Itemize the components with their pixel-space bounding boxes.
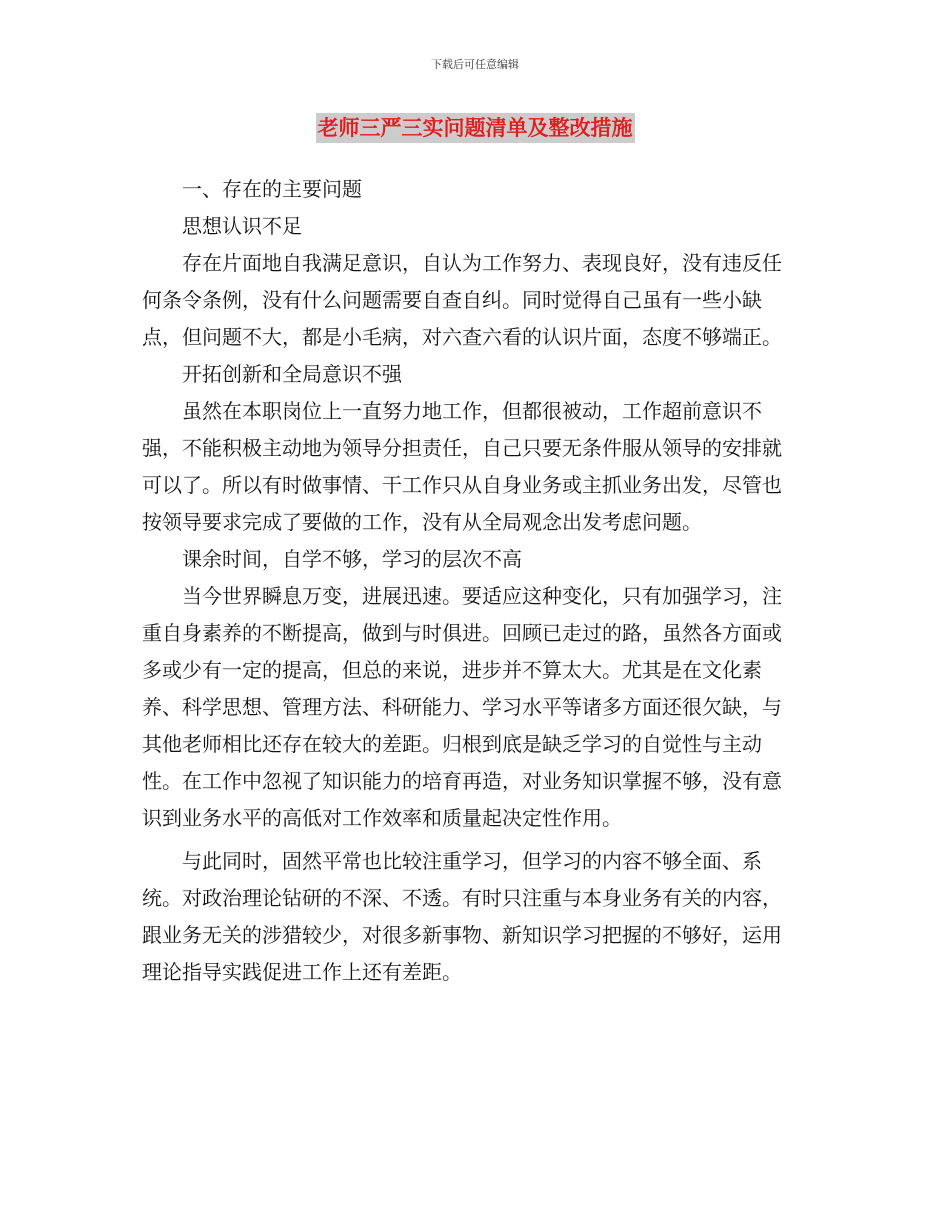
page-header: 下载后可任意编辑: [431, 58, 519, 71]
paragraph: 存在片面地自我满足意识，自认为工作努力、表现良好，没有违反任何条令条例，没有什么问题需要自查自纠。同时觉得自己虽有一些小缺点，但问题不大，都是小毛病，对六查六看的认识片面，态度不够端正。: [142, 251, 782, 349]
paragraph: 虽然在本职岗位上一直努力地工作，但都很被动，工作超前意识不强，不能积极主动地为领导分担责任，自己只要无条件服从领导的安排就可以了。所以有时做事情、干工作只从自身业务或主抓业务出发，尽管也按领导要求完成了要做的工作，没有从全局观念出发考虑问题。: [142, 399, 782, 534]
paragraph: 当今世界瞬息万变，进展迅速。要适应这种变化，只有加强学习，注重自身素养的不断提高，做到与时俱进。回顾已走过的路，虽然各方面或多或少有一定的提高，但总的来说，进步并不算太大。尤其是在文化素养、科学思想、管理方法、科研能力、学习水平等诸多方面还很欠缺，与其他老师相比还存在较大的差距。归根到底是缺乏学习的自觉性与主动性。在工作中忽视了知识能力的培育再造，对业务知识掌握不够，没有意识到业务水平的高低对工作效率和质量起决定性作用。: [142, 584, 782, 830]
title-container: [0, 113, 950, 143]
section-heading: 一、存在的主要问题: [182, 177, 362, 201]
document-title: 老师三严三实问题清单及整改措施: [316, 113, 635, 143]
paragraph: 与此同时，固然平常也比较注重学习，但学习的内容不够全面、系统。对政治理论钻研的不深、不透。有时只注重与本身业务有关的内容，跟业务无关的涉猎较少，对很多新事物、新知识学习把握的不够好，运用理论指导实践促进工作上还有差距。: [142, 849, 782, 984]
subheading: 开拓创新和全局意识不强: [182, 362, 402, 386]
subheading: 思想认识不足: [182, 214, 302, 238]
subheading: 课余时间，自学不够，学习的层次不高: [182, 547, 522, 571]
document-body: [142, 171, 798, 991]
